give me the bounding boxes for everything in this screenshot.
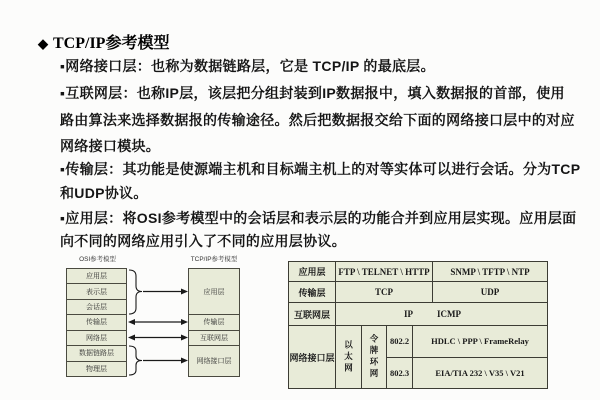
cell-ethernet: 以太网 xyxy=(336,326,362,388)
osi-layer-application: 应用层 xyxy=(66,268,127,284)
osi-layer-stack xyxy=(66,268,127,377)
arrowhead-transport-left xyxy=(128,319,135,325)
tcpip-layer-application: 应用层 xyxy=(188,268,240,315)
osi-layer-session: 会话层 xyxy=(66,299,127,315)
tcpip-layer-stack xyxy=(188,268,240,377)
body-line-3: 路由算法来选择数据报的传输途径。然后把数据报交给下面的网络接口层中的对应 xyxy=(60,112,575,128)
tcpip-layer-transport: 传输层 xyxy=(188,314,240,330)
osi-model-title: OSI参考模型 xyxy=(79,256,116,263)
diamond-bullet-icon: ◆ xyxy=(38,36,48,51)
cell-internet-protocols xyxy=(336,303,547,325)
cell-hdlc-ppp-framerelay: HDLC \ PPP \ FrameRelay xyxy=(413,326,547,358)
arrowhead-internet-right xyxy=(181,335,188,341)
osi-tcpip-comparison-diagram xyxy=(55,248,255,398)
cell-token-ring: 令牌环网 xyxy=(362,326,387,388)
cell-icmp: ICMP xyxy=(437,309,461,319)
body-line-1: ▪网络接口层：也称为数据链路层，它是 TCP/IP 的最底层。 xyxy=(60,58,435,74)
row-label-internet: 互联网层 xyxy=(289,303,336,325)
osi-layer-datalink: 数据链路层 xyxy=(66,345,127,361)
body-line-4: 网络接口模块。 xyxy=(60,138,161,154)
cell-tcp: TCP xyxy=(336,282,433,302)
tcpip-layer-netif: 网络接口层 xyxy=(188,345,240,377)
cell-802-standards xyxy=(387,326,413,388)
cell-ip: IP xyxy=(404,309,413,319)
table-row-application xyxy=(289,262,547,282)
page-title xyxy=(38,30,169,53)
osi-layer-network: 网络层 xyxy=(66,330,127,346)
arrowhead-application xyxy=(181,289,188,295)
row-label-transport: 传输层 xyxy=(289,282,336,302)
row-label-netif: 网络接口层 xyxy=(289,326,336,388)
page-title-text: TCP/IP参考模型 xyxy=(53,35,170,52)
cell-802-3: 802.3 xyxy=(389,367,410,378)
arrowhead-internet-left xyxy=(128,335,135,341)
cell-eia-tia: EIA/TIA 232 \ V35 \ V21 xyxy=(435,367,525,378)
table-row-internet xyxy=(289,303,547,326)
cell-app-tcp-protocols: FTP \ TELNET \ HTTP xyxy=(336,262,433,281)
body-line-8: 向不同的网络应用引入了不同的应用层协议。 xyxy=(60,233,346,249)
cell-udp: UDP xyxy=(480,287,500,297)
body-line-7: ▪应用层：将OSI参考模型中的会话层和表示层的功能合并到应用层实现。应用层面 xyxy=(60,210,577,226)
body-line-5: ▪传输层：其功能是使源端主机和目标端主机上的对等实体可以进行会话。分为TCP xyxy=(60,161,581,177)
cell-app-udp-protocols: SNMP \ TFTP \ NTP xyxy=(450,266,530,277)
body-line-2: ▪互联网层：也称IP层，该层把分组封装到IP数据报中，填入数据报的首部，使用 xyxy=(60,85,565,101)
osi-layer-transport: 传输层 xyxy=(66,314,127,330)
tcpip-layer-internet: 互联网层 xyxy=(188,330,240,346)
arrowhead-netif xyxy=(181,358,188,364)
arrowhead-transport-right xyxy=(181,319,188,325)
osi-layer-physical: 物理层 xyxy=(66,361,127,377)
cell-wan-protocols xyxy=(413,326,547,388)
table-row-netif xyxy=(289,326,547,388)
cell-802-2: 802.2 xyxy=(387,326,412,358)
brace-lower-layers xyxy=(129,346,142,375)
row-label-application: 应用层 xyxy=(289,262,336,281)
tcpip-model-title: TCP/IP参考模型 xyxy=(190,256,238,263)
protocol-table xyxy=(288,261,548,389)
table-row-transport xyxy=(289,282,547,303)
body-line-6: 和UDP协议。 xyxy=(60,185,148,201)
osi-layer-presentation: 表示层 xyxy=(66,283,127,299)
brace-upper-layers xyxy=(129,270,142,314)
